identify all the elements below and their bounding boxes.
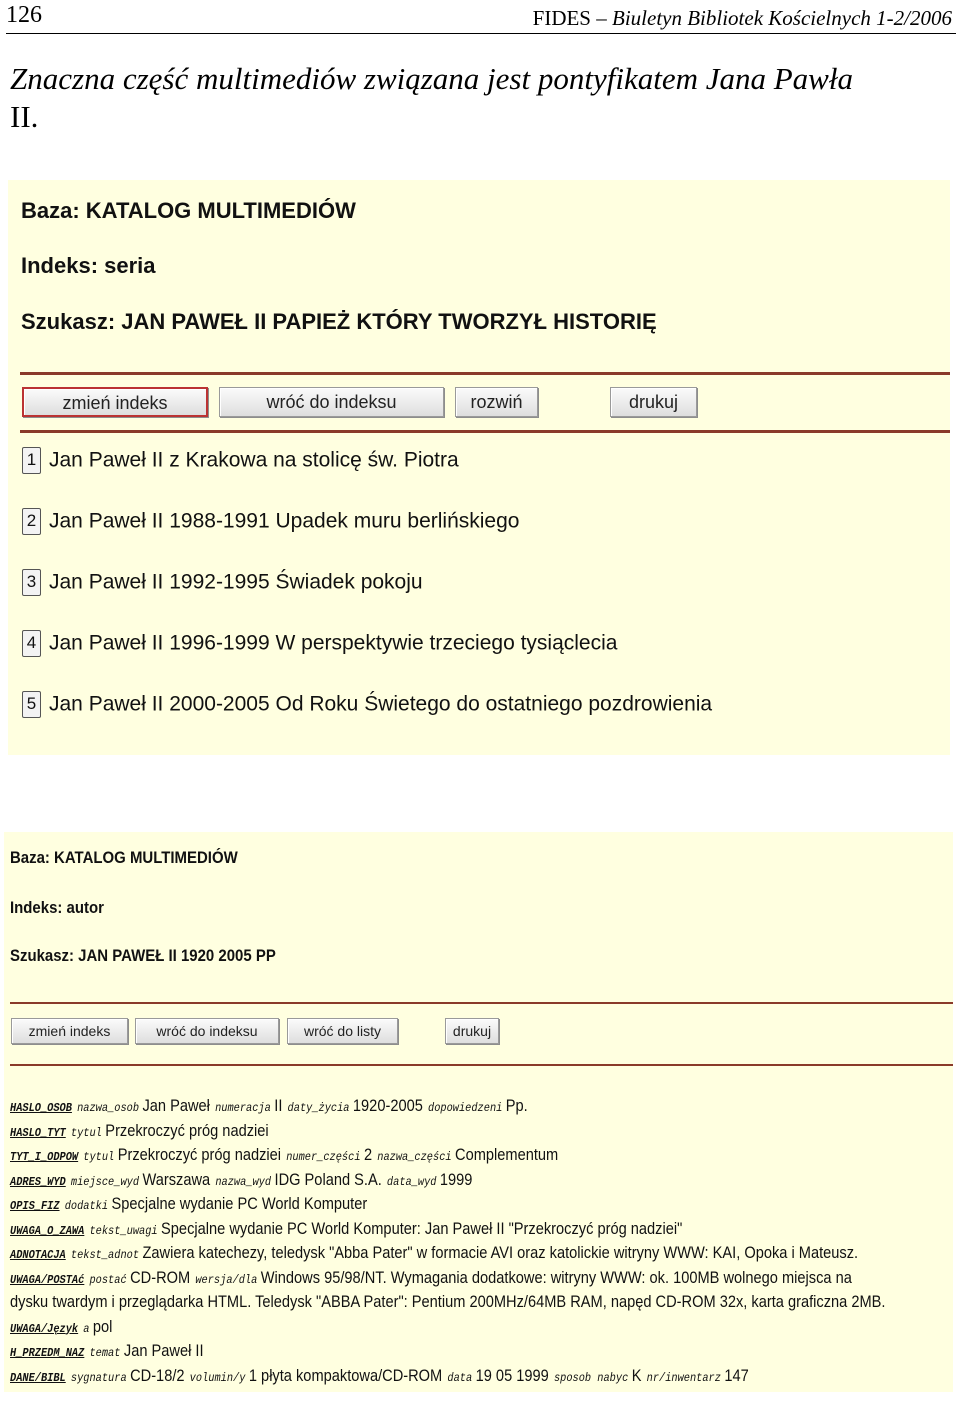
record-subfield-label: tytul bbox=[70, 1125, 102, 1140]
result-number-box[interactable]: 3 bbox=[22, 569, 41, 596]
record-field-tag: UWAGA/Język bbox=[10, 1321, 79, 1336]
record-subfield-label: postać bbox=[89, 1272, 127, 1287]
record-subfield-label: a bbox=[83, 1321, 90, 1336]
page-number: 126 bbox=[6, 2, 42, 28]
change-index-button[interactable]: zmień indeks bbox=[22, 387, 208, 417]
record-line bbox=[10, 1290, 886, 1314]
caption-line-1: Znaczna część multimediów związana jest pontyfikatem Jana Pawła bbox=[10, 61, 853, 96]
szukasz-label: Szukasz: JAN PAWEŁ II PAPIEŻ KTÓRY TWORZYŁ HISTORIĘ bbox=[21, 309, 657, 334]
record-subfield-value: 1999 bbox=[439, 1169, 473, 1189]
record-field-tag: ADRES_WYD bbox=[10, 1174, 66, 1189]
record-subfield-label: tekst_uwagi bbox=[89, 1223, 158, 1238]
result-title: Jan Paweł II 1992-1995 Świadek pokoju bbox=[49, 570, 423, 594]
journal-header bbox=[533, 6, 952, 31]
record-subfield-label: nazwa_wyd bbox=[215, 1174, 272, 1189]
record-subfield-label: tytul bbox=[83, 1150, 115, 1164]
record-subfield-value: 1 płyta kompaktowa/CD-ROM bbox=[248, 1365, 443, 1385]
record-subfield-value: 147 bbox=[724, 1365, 749, 1385]
record-subfield-value: Warszawa bbox=[142, 1169, 211, 1189]
record-subfield-value: Specjalne wydanie PC World Komputer: Jan Paweł II "Przekroczyć próg nadziei" bbox=[161, 1218, 683, 1238]
back-to-index-button[interactable]: wróć do indeksu bbox=[219, 387, 444, 417]
record-subfield-label: dodatki bbox=[64, 1199, 109, 1213]
record-subfield-value: 19 05 1999 bbox=[475, 1365, 549, 1385]
record-line bbox=[10, 1315, 818, 1339]
record-subfield-value: IDG Poland S.A. bbox=[274, 1169, 382, 1189]
record-subfield-label: nazwa_osob bbox=[77, 1101, 140, 1115]
record-subfield-value: 2 bbox=[363, 1145, 373, 1164]
record-field-tag: HASLO_TYT bbox=[10, 1125, 66, 1140]
result-title: Jan Paweł II z Krakowa na stolicę św. Piotra bbox=[49, 448, 459, 472]
result-title: Jan Paweł II 2000-2005 Od Roku Świetego do ostatniego pozdrowienia bbox=[49, 692, 713, 716]
record-subfield-value: Zawiera katechezy, teledysk "Abba Pater" w formacie AVI oraz katolickie witryny WWW: KAI, Opoka i Mateusz. bbox=[142, 1243, 859, 1262]
expand-button[interactable]: rozwiń bbox=[455, 387, 538, 417]
bottom-divider bbox=[20, 430, 950, 433]
record-subfield-value: 1920-2005 bbox=[352, 1096, 423, 1115]
record-subfield-label: dopowiedzeni bbox=[428, 1101, 503, 1115]
result-number-box[interactable]: 4 bbox=[22, 630, 41, 657]
record-subfield-value: Przekroczyć próg nadziei bbox=[117, 1145, 282, 1164]
change-index-button[interactable]: zmień indeks bbox=[11, 1018, 128, 1044]
indeks-label: Indeks: autor bbox=[10, 898, 104, 917]
record-subfield-label: numer_części bbox=[286, 1150, 361, 1164]
list-item[interactable] bbox=[22, 691, 712, 723]
result-number-box[interactable]: 1 bbox=[22, 447, 41, 474]
szukasz-label: Szukasz: JAN PAWEŁ II 1920 2005 PP bbox=[10, 946, 276, 965]
journal-title: Biuletyn Bibliotek Kościelnych 1-2/2006 bbox=[612, 6, 952, 30]
record-subfield-label: volumin/y bbox=[189, 1370, 246, 1385]
journal-dash: – bbox=[591, 6, 612, 30]
record-subfield-value: Complementum bbox=[455, 1145, 559, 1164]
record-line bbox=[10, 1192, 818, 1216]
result-number-box[interactable]: 5 bbox=[22, 691, 41, 718]
record-subfield-label: sposob nabyc bbox=[553, 1370, 629, 1385]
top-divider bbox=[20, 372, 950, 375]
record-line bbox=[10, 1143, 818, 1167]
record-line bbox=[10, 1266, 852, 1290]
catalog-screenshot-series bbox=[8, 180, 950, 755]
catalog-screenshot-author bbox=[4, 832, 953, 1392]
list-item[interactable] bbox=[22, 447, 459, 479]
record-subfield-value: Przekroczyć próg nadziei bbox=[105, 1120, 269, 1140]
record-field-tag: UWAGA/POSTAć bbox=[10, 1272, 85, 1287]
record-subfield-value: Specjalne wydanie PC World Komputer bbox=[111, 1194, 368, 1213]
record-line bbox=[10, 1339, 818, 1363]
record-field-tag: ADNOTACJA bbox=[10, 1248, 66, 1262]
record-subfield-value: II bbox=[274, 1096, 283, 1115]
record-subfield-label: numeracja bbox=[215, 1101, 271, 1115]
back-to-index-button[interactable]: wróć do indeksu bbox=[135, 1018, 279, 1044]
top-divider bbox=[10, 1002, 953, 1004]
bottom-divider bbox=[10, 1064, 953, 1066]
record-subfield-value: CD-ROM bbox=[130, 1267, 191, 1287]
record-subfield-value: Windows 95/98/NT. Wymagania dodatkowe: witryny WWW: ok. 100MB wolnego miejsca na bbox=[260, 1267, 852, 1287]
record-line bbox=[10, 1168, 818, 1192]
back-to-list-button[interactable]: wróć do listy bbox=[287, 1018, 398, 1044]
record-line bbox=[10, 1364, 818, 1388]
result-title: Jan Paweł II 1988-1991 Upadek muru berlińskiego bbox=[49, 509, 520, 533]
record-subfield-value: Jan Paweł II bbox=[123, 1341, 204, 1360]
list-item[interactable] bbox=[22, 508, 519, 540]
journal-name: FIDES bbox=[532, 6, 591, 30]
list-item[interactable] bbox=[22, 630, 617, 662]
record-line bbox=[10, 1094, 818, 1118]
baza-label: Baza: KATALOG MULTIMEDIÓW bbox=[10, 848, 238, 867]
record-line bbox=[10, 1217, 818, 1241]
record-subfield-label: miejsce_wyd bbox=[70, 1174, 140, 1189]
result-number-box[interactable]: 2 bbox=[22, 508, 41, 535]
running-header bbox=[6, 2, 956, 34]
record-field-tag: TYT_I_ODPOW bbox=[10, 1150, 79, 1164]
record-field-tag: H_PRZEDM_NAZ bbox=[10, 1346, 85, 1360]
record-field-tag: OPIS_FIZ bbox=[10, 1199, 60, 1213]
record-subfield-value: K bbox=[631, 1365, 642, 1385]
record-subfield-label: tekst_adnot bbox=[70, 1248, 140, 1262]
list-item[interactable] bbox=[22, 569, 423, 601]
caption-line-2: II. bbox=[10, 99, 39, 134]
record-subfield-label: wersja/dla bbox=[195, 1272, 258, 1287]
figure-caption bbox=[10, 60, 955, 136]
record-field-tag: UWAGA_O_ZAWA bbox=[10, 1223, 85, 1238]
record-subfield-label: data_wyd bbox=[386, 1174, 437, 1189]
record-subfield-label: daty_życia bbox=[287, 1101, 350, 1115]
record-field-tag: HASLO_OSOB bbox=[10, 1101, 72, 1115]
record-subfield-value: dysku twardym i przeglądarka HTML. Teledysk "ABBA Pater": Pentium 200MHz/64MB RAM, napęd CD-ROM 32x, karta graficzna 2MB. bbox=[10, 1292, 886, 1311]
record-subfield-label: nr/inwentarz bbox=[646, 1370, 721, 1385]
record-field-tag: DANE/BIBL bbox=[10, 1370, 66, 1385]
result-title: Jan Paweł II 1996-1999 W perspektywie trzeciego tysiąclecia bbox=[49, 631, 618, 655]
record-line bbox=[10, 1241, 859, 1265]
record-subfield-value: CD-18/2 bbox=[130, 1365, 185, 1385]
record-subfield-label: temat bbox=[89, 1346, 121, 1360]
record-line bbox=[10, 1119, 818, 1143]
record-subfield-label: sygnatura bbox=[70, 1370, 127, 1385]
baza-label: Baza: KATALOG MULTIMEDIÓW bbox=[21, 198, 356, 223]
record-subfield-value: Jan Paweł bbox=[142, 1096, 210, 1115]
record-subfield-value: Pp. bbox=[505, 1096, 528, 1115]
record-subfield-label: data bbox=[447, 1370, 473, 1385]
record-subfield-value: pol bbox=[92, 1316, 113, 1336]
print-button[interactable]: drukuj bbox=[445, 1018, 499, 1044]
indeks-label: Indeks: seria bbox=[21, 253, 156, 278]
print-button[interactable]: drukuj bbox=[610, 387, 697, 417]
record-subfield-label: nazwa_części bbox=[377, 1150, 452, 1164]
